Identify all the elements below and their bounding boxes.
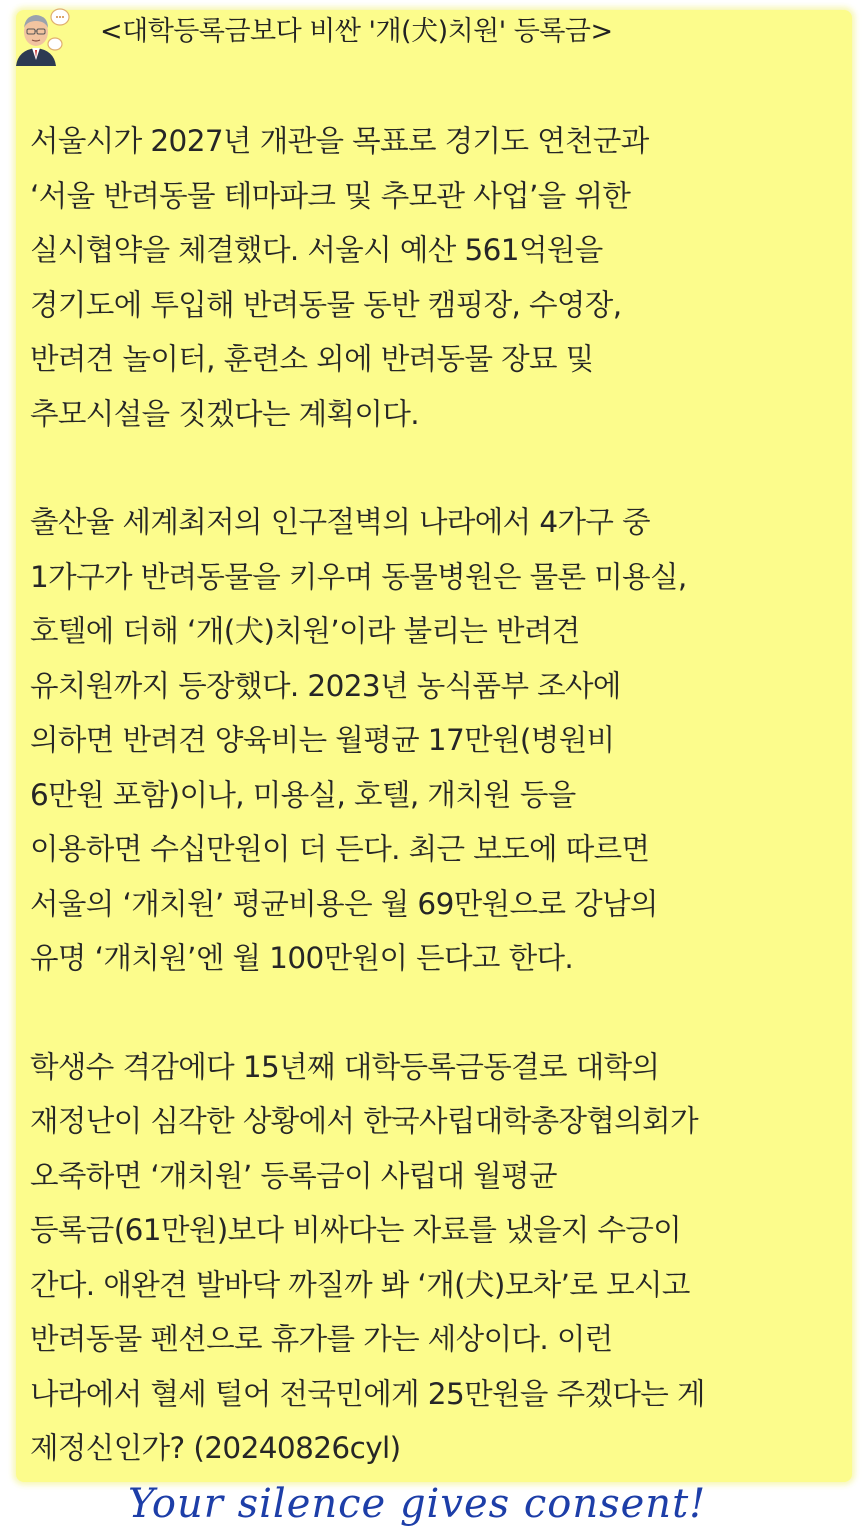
text-line: 반려동물 펜션으로 휴가를 가는 세상이다. 이런 — [30, 1322, 613, 1356]
signature-slogan: Your silence gives consent! — [128, 1481, 707, 1527]
text-line: 재정난이 심각한 상황에서 한국사립대학총장협의회가 — [30, 1104, 698, 1138]
text-line: 등록금(61만원)보다 비싸다는 자료를 냈을지 수긍이 — [30, 1213, 682, 1247]
text-line: 이용하면 수십만원이 더 든다. 최근 보도에 따르면 — [30, 832, 650, 866]
text-line: 6만원 포함)이나, 미용실, 호텔, 개치원 등을 — [30, 777, 576, 812]
text-line: 호텔에 더해 ‘개(犬)치원’이라 불리는 반려견 — [30, 614, 580, 648]
text-line: 학생수 격감에다 15년째 대학등록금동결로 대학의 — [30, 1049, 660, 1084]
paragraph-2 — [30, 495, 840, 986]
text-line: 경기도에 투입해 반려동물 동반 캠핑장, 수영장, — [30, 287, 622, 322]
text-line: 실시협약을 체결했다. 서울시 예산 561억원을 — [30, 233, 603, 267]
text-line: 1가구가 반려동물을 키우며 동물병원은 물론 미용실, — [30, 559, 687, 594]
text-line: 추모시설을 짓겠다는 계획이다. — [30, 396, 419, 431]
post-title: <대학등록금보다 비싼 '개(犬)치원' 등록금> — [100, 16, 613, 47]
text-line: 반려견 놀이터, 훈련소 외에 반려동물 장묘 및 — [30, 342, 594, 376]
paragraph-3 — [30, 1040, 840, 1476]
text-line: 나라에서 혈세 털어 전국민에게 25만원을 주겠다는 게 — [30, 1376, 705, 1411]
cartoon-man-avatar-icon — [8, 4, 70, 66]
text-line: 유명 ‘개치원’엔 월 100만원이 든다고 한다. — [30, 941, 574, 975]
paragraph-1 — [30, 114, 840, 441]
article-body — [30, 114, 840, 1530]
text-line: 의하면 반려견 양육비는 월평균 17만원(병원비 — [30, 723, 615, 757]
text-line: 오죽하면 ‘개치원’ 등록금이 사립대 월평균 — [30, 1158, 557, 1193]
text-line: 제정신인가? (20240826cyl) — [30, 1431, 401, 1465]
text-line: 서울시가 2027년 개관을 목표로 경기도 연천군과 — [30, 124, 649, 158]
text-line: 출산율 세계최저의 인구절벽의 나라에서 4가구 중 — [30, 505, 650, 539]
text-line: ‘서울 반려동물 테마파크 및 추모관 사업’을 위한 — [30, 178, 631, 213]
text-line: 간다. 애완견 발바닥 까질까 봐 ‘개(犬)모차’로 모시고 — [30, 1267, 690, 1302]
text-line: 서울의 ‘개치원’ 평균비용은 월 69만원으로 강남의 — [30, 886, 658, 921]
text-line: 유치원까지 등장했다. 2023년 농식품부 조사에 — [30, 668, 621, 703]
